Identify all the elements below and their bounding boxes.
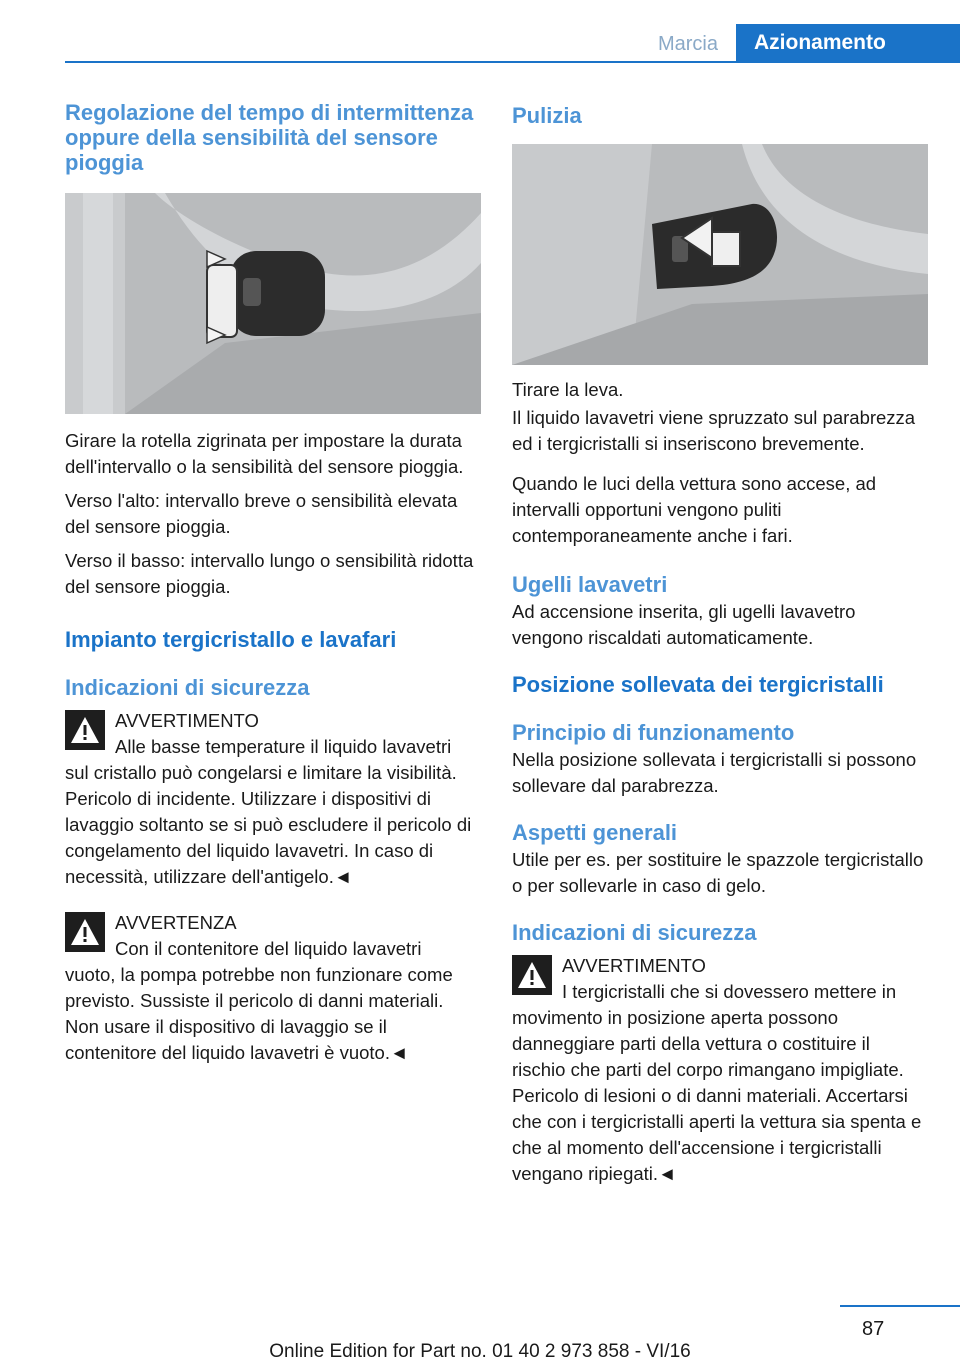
warning-text-rest: vuoto, la pompa potrebbe non funzionare come previsto. Sussiste il pericolo di danni materiali. Non usare il dispositivo di lavaggio se il contenitore del liquido lavavetri è vuoto.◄ [65,964,453,1063]
header-tab-marcia: Marcia [657,32,718,55]
paragraph-verso-basso: Verso il basso: intervallo lungo o sensibilità ridotta del sensore pioggia. [65,550,474,597]
left-column [65,100,481,1066]
warning-triangle-icon [512,955,552,995]
warning-triangle-icon [65,912,105,952]
paragraph-verso-alto: Verso l'alto: intervallo breve o sensibilità elevata del sensore pioggia. [65,490,458,537]
paragraph-tirare: Tirare la leva. [512,379,624,400]
warning-text-first-line: I tergicristalli che si dovessero mettere in [562,981,897,1002]
heading-ugelli: Ugelli lavavetri [512,572,668,597]
warning-text-rest: sul cristallo può congelarsi e limitare la visibilità. Pericolo di incidente. Utilizzare i dispositivi di lavaggio soltanto se si può escludere il pericolo di congelamento del liquido lavavetri. In caso di necessità, utilizzare dell'antigelo.◄ [65,762,472,887]
heading-regolazione: Regolazione del tempo di intermittenza oppure della sensibilità del sensore pioggia [65,100,474,175]
warning-text-first-line: Alle basse temperature il liquido lavavetri [115,736,452,757]
warning-block-antigelo [65,708,481,890]
warning-title: AVVERTIMENTO [115,710,259,731]
warning-title: AVVERTENZA [115,912,237,933]
paragraph-liquido: Il liquido lavavetri viene spruzzato sul parabrezza ed i tergicristalli si inseriscono brevemente. [512,407,916,454]
paragraph-quando: Quando le luci della vettura sono accese, ad intervalli opportuni vengono puliti contemporaneamente anche i fari. [512,473,877,546]
footer-rule [840,1305,960,1307]
heading-principio: Principio di funzionamento [512,720,795,745]
heading-aspetti: Aspetti generali [512,820,678,845]
footer-edition-text: Online Edition for Part no. 01 40 2 973 858 - VI/16 [269,1341,691,1362]
right-column [512,102,928,1187]
paragraph-ugelli: Ad accensione inserita, gli ugelli lavavetro vengono riscaldati automaticamente. [512,601,856,648]
heading-pulizia: Pulizia [512,103,582,128]
heading-indicazioni-sicurezza-left: Indicazioni di sicurezza [65,675,310,700]
photo-wiper-stalk-rotate [65,193,481,414]
paragraph-aspetti: Utile per es. per sostituire le spazzole tergicristallo o per sollevarle in caso di gelo. [512,849,924,896]
paragraph-girare: Girare la rotella zigrinata per impostare la durata dell'intervallo o la sensibilità del sensore pioggia. [65,430,464,477]
warning-text-first-line: Con il contenitore del liquido lavavetri [115,938,422,959]
heading-indicazioni-sicurezza-right: Indicazioni di sicurezza [512,920,757,945]
warning-block-contenitore [65,910,481,1066]
warning-block-tergicristalli [512,953,928,1187]
warning-title: AVVERTIMENTO [562,955,706,976]
heading-impianto: Impianto tergicristallo e lavafari [65,627,397,652]
page-number: 87 [862,1318,885,1340]
paragraph-principio: Nella posizione sollevata i tergicristalli si possono sollevare dal parabrezza. [512,749,917,796]
header-tab-azionamento: Azionamento [736,24,960,62]
warning-triangle-icon [65,710,105,750]
warning-text-rest: movimento in posizione aperta possono danneggiare parti della vettura o costituire il rischio che parti del corpo rimangano impigliate. Pericolo di lesioni o di danni materiali. Accertarsi che con i tergicristalli aperti la vettura sia spenta e che al momento dell'accensione i tergicristalli vengano ripiegati.◄ [512,1007,922,1184]
header-rule [65,61,960,63]
heading-posizione: Posizione sollevata dei tergicristalli [512,672,884,697]
photo-wiper-stalk-pull [512,144,928,365]
